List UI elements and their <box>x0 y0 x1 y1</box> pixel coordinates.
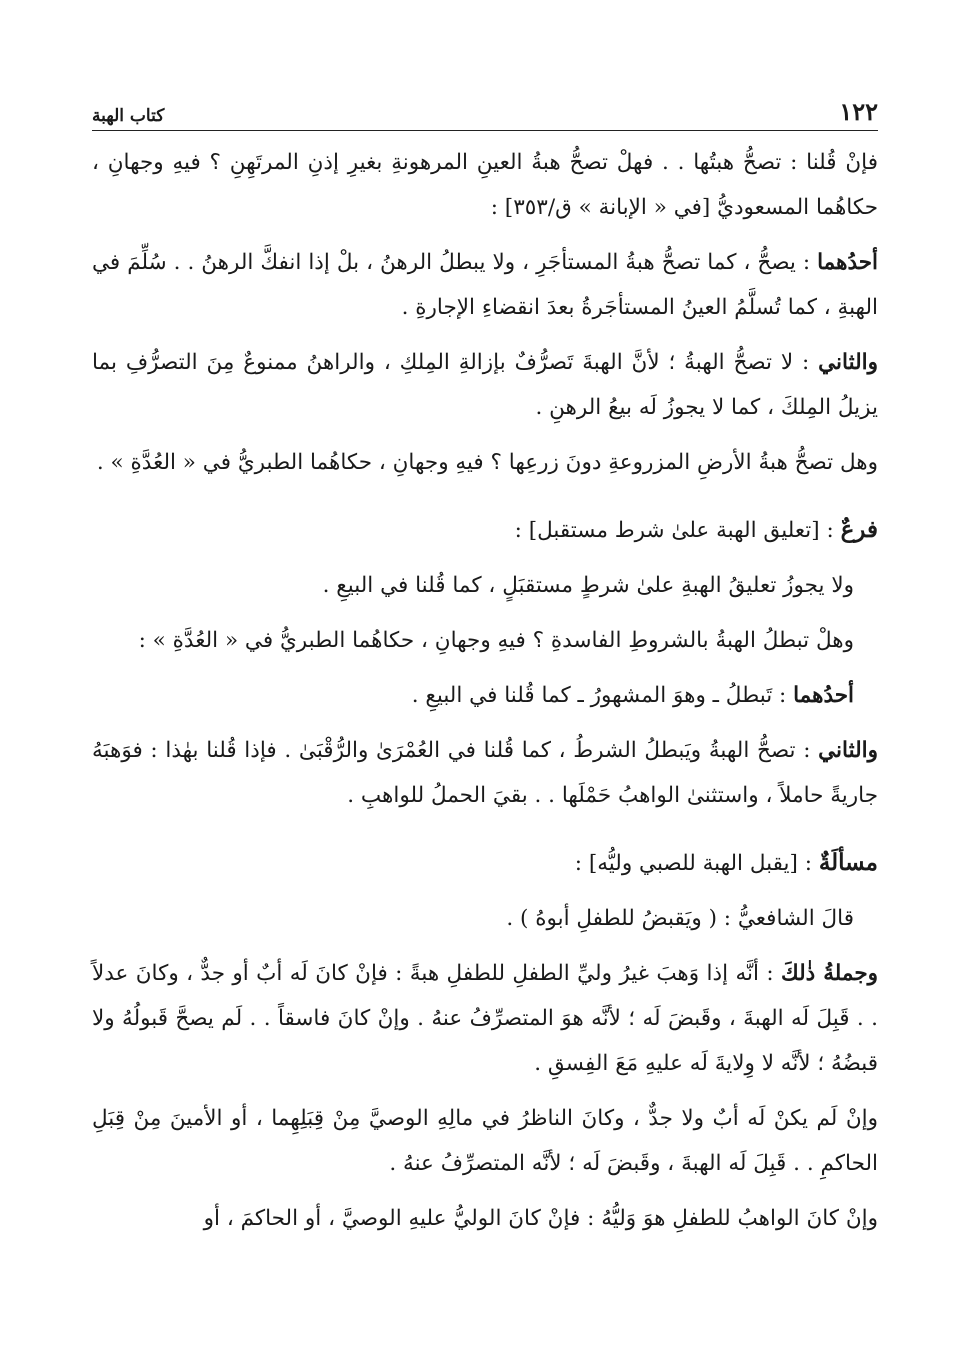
paragraph-text: ولا يجوزُ تعليقُ الهبةِ علىٰ شرطٍ مستقبَلٍ ، كما قُلنا في البيعِ . <box>322 573 854 598</box>
paragraph-text: : تَبطلُ ـ وهوَ المشهورُ ـ كما قُلنا في البيعِ . <box>411 683 794 708</box>
paragraph-text: وإنْ كانَ الواهبُ للطفلِ هوَ وَليُّهُ : فإنْ كانَ الوليُّ عليهِ الوصيَّ ، أو الحاكمَ ، أو <box>203 1206 878 1231</box>
paragraph <box>92 896 878 941</box>
paragraph <box>92 240 878 330</box>
paragraph-lead: أحدُهما <box>793 683 854 708</box>
paragraph <box>92 1096 878 1186</box>
heading-text: : [تعليق الهبة علىٰ شرط مستقبل] : <box>514 518 841 543</box>
paragraph <box>92 563 878 608</box>
heading-label: فرعٌ <box>840 516 878 543</box>
paragraph <box>92 951 878 1086</box>
paragraph <box>92 1196 878 1241</box>
paragraph-text: : لا تصحُّ الهبةُ ؛ لأنَّ الهبةَ تَصرُّفٌ بإزالةِ المِلكِ ، والراهنُ ممنوعٌ مِنَ التصرُّفِ بما يزيلُ المِلكَ ، كما لا يجوزُ لَه بيعُ الرهنِ . <box>92 350 878 420</box>
heading-label: مسألَةٌ <box>818 849 878 876</box>
paragraph-text: : أنَّه إذا وَهبَ غيرُ وليِّ الطفلِ للطفلِ هبةً : فإنْ كانَ لَه أبٌ أو جدٌّ ، وكانَ عدلاً . . قَبِلَ لَه الهبةَ ، وقَبضَ لَه ؛ لأنَّه هوَ المتصرِّفُ عنهُ . وإنْ كانَ فاسقاً . . لَم يصحَّ قَبولُهُ ولا قبضُهُ ؛ لأنَّه لا وِلايةَ لَه عليهِ مَعَ الفِسقِ . <box>92 961 878 1076</box>
page-body <box>92 140 878 1251</box>
paragraph-text: فإنْ قُلنا : تصحُّ هبتُها . . فهلْ تصحُّ هبةُ العينِ المرهونةِ بغيرِ إذنِ المرتَهِنِ ؟ فيهِ وجهانِ ، حكاهُما المسعوديُّ [في « الإبانة » ق/٣٥٣] : <box>92 150 878 220</box>
paragraph-text: وإنْ لَم يكنْ لَه أبٌ ولا جدٌّ ، وكانَ الناظرُ في مالِهِ الوصيَّ مِنْ قِبَلِهِما ، أو الأمينَ مِنْ قِبَلِ الحاكمِ . . قَبِلَ لَه الهبةَ ، وقَبضَ لَه ؛ لأنَّه المتصرِّفُ عنهُ . <box>92 1106 878 1176</box>
section-heading <box>92 507 878 553</box>
paragraph-lead: أحدُهما <box>817 250 878 275</box>
page-header <box>92 86 878 131</box>
paragraph-lead: وجملةُ ذٰلكَ <box>780 961 878 986</box>
paragraph-text: وهل تصحُّ هبةُ الأرضِ المزروعةِ دونَ زرعِها ؟ فيهِ وجهانِ ، حكاهُما الطبريُّ في « العُدَّةِ » . <box>96 450 878 475</box>
paragraph-text: وهلْ تبطلُ الهبةُ بالشروطِ الفاسدةِ ؟ فيهِ وجهانِ ، حكاهُما الطبريُّ في « العُدَّةِ » : <box>138 628 854 653</box>
paragraph-text: قالَ الشافعيُّ : ( ويَقبضُ للطفلِ أبوهُ ) . <box>506 906 854 931</box>
paragraph-lead: والثاني <box>818 350 878 375</box>
paragraph <box>92 728 878 818</box>
paragraph-text: : يصحُّ ، كما تصحُّ هبةُ المستأجَرِ ، ولا يبطلُ الرهنُ ، بلْ إذا انفكَّ الرهنُ . . سُلِّمَ في الهبةِ ، كما تُسلَّمُ العينُ المستأجَرةُ بعدَ انقضاءِ الإجارةِ . <box>92 250 878 320</box>
paragraph-lead: والثاني <box>818 738 878 763</box>
paragraph <box>92 673 878 718</box>
paragraph <box>92 140 878 230</box>
paragraph <box>92 618 878 663</box>
section-heading <box>92 840 878 886</box>
paragraph-text: : تصحُّ الهبةُ ويَبطلُ الشرطُ ، كما قُلنا في العُمْرَىٰ والرُّقْبَىٰ . فإذا قُلنا بهٰذا : فوَهبَهُ جاريةً حاملاً ، واستثنىٰ الواهبُ حَمْلَها . . بقيَ الحملُ للواهبِ . <box>92 738 878 808</box>
paragraph <box>92 340 878 430</box>
heading-text: : [يقبل الهبة للصبي وليُّه] : <box>574 851 819 876</box>
running-title: كتاب الهبة <box>92 106 165 126</box>
page-number: ١٢٢ <box>839 97 878 126</box>
paragraph <box>92 440 878 485</box>
